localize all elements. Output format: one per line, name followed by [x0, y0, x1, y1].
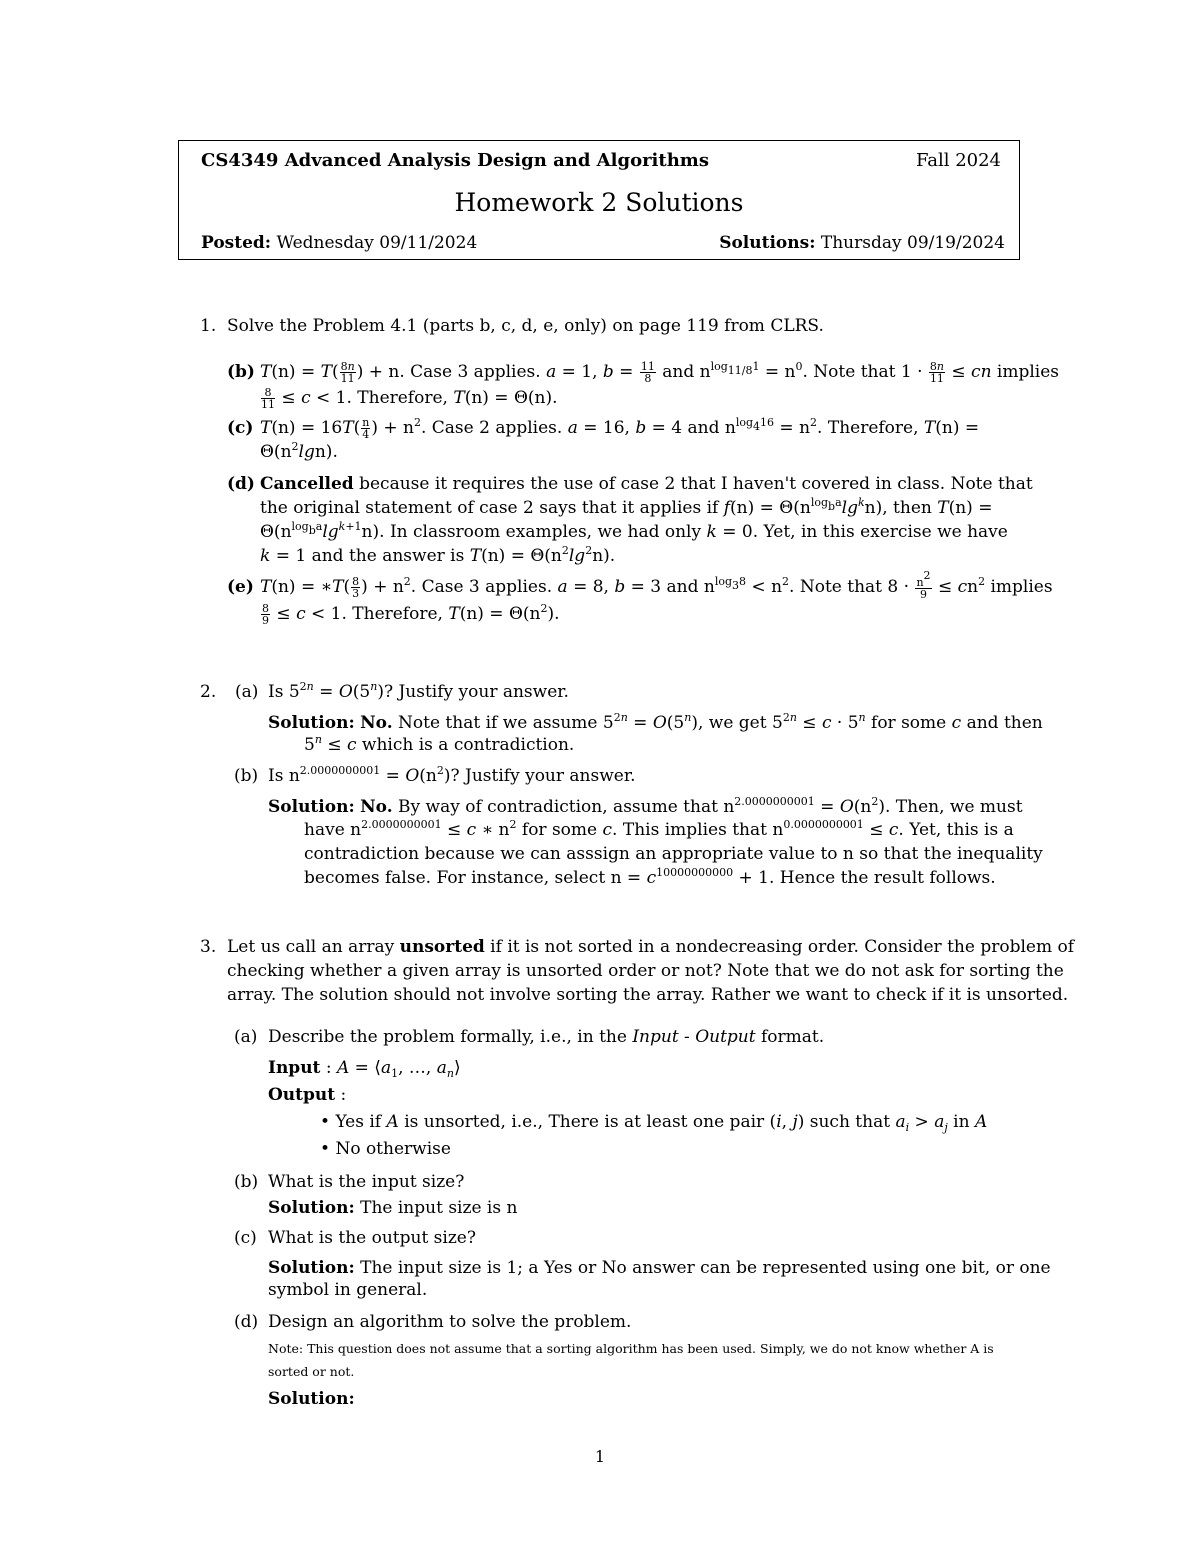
q3a-label: (a) [234, 1027, 258, 1047]
q3a-text: Describe the problem formally, i.e., in the Input - Output format. [268, 1027, 825, 1047]
q3d-solution-label: Solution: [268, 1389, 355, 1409]
q2a-question: Is $5^{2n} = O(5^n)$? Justify your answer. [268, 680, 569, 702]
header-dates-row [201, 231, 1005, 255]
q1b-label: (b) [227, 362, 255, 382]
course-name: CS4349 Advanced Analysis Design and Algorithms [201, 150, 709, 171]
q2b-question: Is $n^{2.0000000001} = O(n^2)$? Justify your answer. [268, 764, 636, 786]
q3a-bullet2: • No otherwise [320, 1139, 451, 1159]
q1d-line1: Cancelled because it requires the use of case 2 that I haven't covered in class. Note that [260, 474, 1033, 494]
q3c-solution-line2: symbol in general. [268, 1280, 428, 1300]
q1e-line2: $\frac{8}{9}$ ≤ c < 1. Therefore, $T(n) = \Theta(n^2)$. [262, 602, 560, 627]
q3-intro-line2: checking whether a given array is unsorted order or not? Note that we do not ask for sorting the [227, 961, 1064, 981]
q1b-line2: $\frac{8}{11}$ ≤ c < 1. Therefore, T(n) = Θ(n). [261, 386, 558, 411]
q3a-output: Output : [268, 1085, 347, 1105]
q3b-question: What is the input size? [268, 1172, 465, 1192]
solutions-date: Solutions: Thursday 09/19/2024 [719, 233, 1005, 253]
q2b-solution-line2: have $n^{2.0000000001} \le c$ ∗ $n^2$ for some c. This implies that $n^{0.0000000001} \le c$. Yet, this is a [304, 818, 1014, 840]
q3c-question: What is the output size? [268, 1228, 476, 1248]
q1c-line1: T(n) = 16T( $\frac{n}{4}$ ) + $n^2$. Case 2 applies. a = 16, b = 4 and $n^{log_416} = n^2$. Therefore, T(n) = [260, 416, 980, 441]
q2-number: 2. [200, 682, 217, 702]
q2b-solution-line1: Solution: No. By way of contradiction, assume that $n^{2.0000000001} = O(n^2)$. Then, we must [268, 795, 1023, 817]
q1d-line2: the original statement of case 2 says that it applies if $f(n) = \Theta(n^{log_ba}\lg^kn)$, then T(n) = [260, 496, 993, 518]
q1c-label: (c) [227, 418, 254, 438]
q3c-solution-line1: Solution: The input size is 1; a Yes or No answer can be represented using one bit, or one [268, 1258, 1051, 1278]
document-title: Homework 2 Solutions [454, 188, 744, 217]
header-top-row [201, 149, 1001, 173]
q1e-label: (e) [227, 577, 254, 597]
page-number: 1 [594, 1447, 606, 1466]
q3-intro-line3: array. The solution should not involve sorting the array. Rather we want to check if it is unsorted. [227, 985, 1069, 1005]
q2b-label: (b) [234, 766, 259, 786]
q3b-solution: Solution: The input size is n [268, 1198, 518, 1218]
q2a-solution-line1: Solution: No. Note that if we assume $5^{2n} = O(5^n)$, we get $5^{2n} \le c \cdot 5^n$ for some c and then [268, 711, 1043, 733]
posted-date: Posted: Wednesday 09/11/2024 [201, 233, 478, 253]
header-box [178, 140, 1020, 260]
term: Fall 2024 [915, 150, 1001, 171]
q1e-line1: T(n) = ∗T( $\frac{8}{3}$ ) + $n^2$. Case 3 applies. a = 8, b = 3 and $n^{log_38} < n^2$. Note that 8 · $\frac{n^2}{9}$ ≤ $cn^2$ implies [260, 568, 1053, 601]
q2b-solution-line3: contradiction because we can asssign an appropriate value to n so that the inequality [304, 844, 1043, 864]
q3-intro-line1: Let us call an array unsorted if it is not sorted in a nondecreasing order. Consider the problem of [227, 937, 1074, 957]
q2b-solution-line4: becomes false. For instance, select $n = c^{10000000000} + 1$. Hence the result follows. [304, 866, 996, 888]
q3c-label: (c) [234, 1228, 257, 1248]
q2a-label: (a) [235, 682, 259, 702]
q3-number: 3. [200, 937, 217, 957]
q3d-label: (d) [234, 1312, 259, 1332]
q3a-input: Input : $A = ⟨a_1$, …, $a_n⟩$ [268, 1058, 461, 1080]
q1d-line4: k = 1 and the answer is $T(n) = \Theta(n^2\lg^2n)$. [260, 544, 616, 566]
q3d-note-line2: sorted or not. [268, 1364, 355, 1379]
q1d-line3: $\Theta(n^{log_ba}\lg^{k+1}n)$. In classroom examples, we had only k = 0. Yet, in this exercise we have [260, 520, 1008, 542]
q1-text: Solve the Problem 4.1 (parts b, c, d, e, only) on page 119 from CLRS. [227, 316, 824, 336]
q3d-question: Design an algorithm to solve the problem. [268, 1312, 632, 1332]
q3d-note-line1: Note: This question does not assume that a sorting algorithm has been used. Simply, we do not know whether A is [268, 1341, 994, 1356]
q1c-line2: $\Theta(n^2\lg n)$. [260, 440, 338, 462]
q3a-bullet1: • Yes if A is unsorted, i.e., There is at least one pair (i, j) such that $a_i > a_j$ in A [320, 1112, 988, 1134]
q2a-solution-line2: $5^n \le c$ which is a contradiction. [304, 733, 575, 755]
q1d-label: (d) [227, 474, 255, 494]
q1-number: 1. [200, 316, 217, 336]
q3b-label: (b) [234, 1172, 259, 1192]
q1b-line1: T(n) = T( $\frac{8n}{11}$ ) + n. Case 3 applies. a = 1, b = $\frac{11}{8}$ and $n^{log_{11/8}1} = n^0$. Note that 1 · $\frac{8n}{11}$ ≤ cn implies [260, 360, 1060, 385]
